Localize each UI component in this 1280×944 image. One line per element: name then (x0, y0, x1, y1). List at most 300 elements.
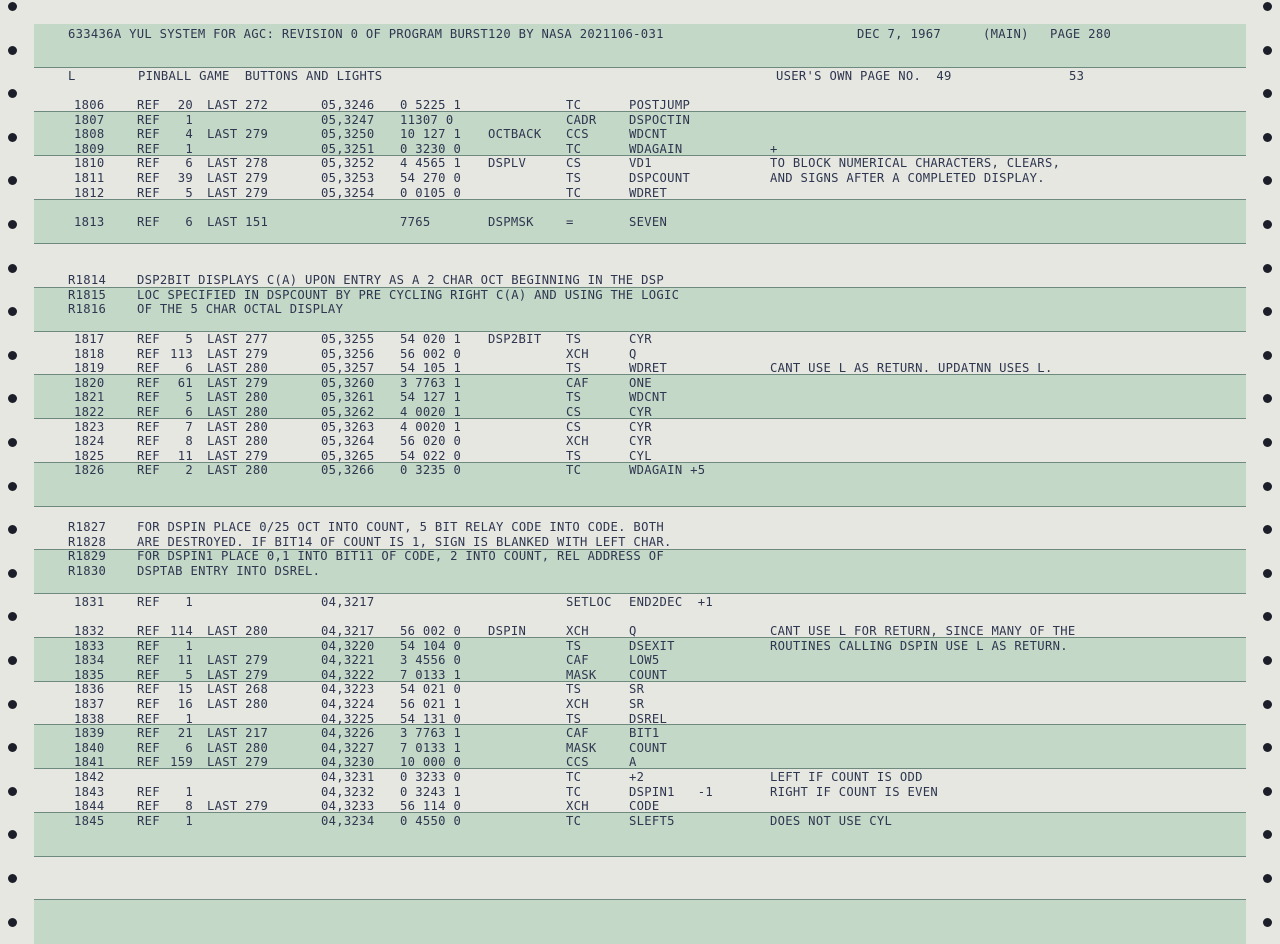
operand: DSEXIT (629, 638, 675, 653)
opcode: TS (566, 711, 582, 726)
object-word: 0 3235 0 (400, 463, 462, 478)
opcode: CAF (566, 726, 589, 741)
sprocket-hole (1263, 525, 1272, 534)
sprocket-hole (8, 438, 17, 447)
line-number: 1823 (74, 419, 105, 434)
object-word: 3 7763 1 (400, 726, 462, 741)
line-number: 1833 (74, 638, 105, 653)
operand: SR (629, 697, 645, 711)
header-date: DEC 7, 1967 (857, 27, 942, 41)
address: 04,3234 (321, 813, 375, 828)
comment: ROUTINES CALLING DSPIN USE L AS RETURN. (770, 638, 1068, 653)
line-number: 1822 (74, 405, 105, 419)
ref-marker: REF (137, 215, 160, 229)
object-word: 7765 (400, 215, 431, 229)
sprocket-hole (1263, 46, 1272, 55)
object-word: 0 0105 0 (400, 185, 462, 200)
rule-line (34, 67, 1246, 68)
sprocket-hole (8, 918, 17, 927)
address: 04,3225 (321, 711, 375, 726)
ref-count: 20 (177, 98, 193, 112)
ref-count: 2 (185, 463, 193, 478)
operand: COUNT (629, 667, 668, 682)
object-word: 54 021 0 (400, 682, 462, 697)
object-word: 7 0133 1 (400, 667, 462, 682)
listing-row (34, 434, 1246, 448)
operand: BIT1 (629, 726, 660, 741)
opcode: XCH (566, 434, 589, 449)
ref-count: 1 (185, 638, 193, 653)
listing-row (34, 215, 1246, 229)
line-number: 1812 (74, 185, 105, 200)
sprocket-hole (8, 612, 17, 621)
listing-row (34, 726, 1246, 740)
comment: LEFT IF COUNT IS ODD (770, 770, 923, 784)
object-word: 4 4565 1 (400, 156, 462, 171)
section-title: PINBALL GAME BUTTONS AND LIGHTS (138, 69, 383, 83)
address: 05,3265 (321, 448, 375, 463)
sprocket-hole (8, 700, 17, 709)
last-ref: LAST 279 (207, 185, 269, 200)
sprocket-hole (8, 874, 17, 883)
address: 04,3227 (321, 740, 375, 755)
ref-marker: REF (137, 799, 160, 814)
line-number: 1843 (74, 784, 105, 799)
ref-marker: REF (137, 682, 160, 697)
listing-row (34, 142, 1246, 156)
last-ref: LAST 278 (207, 156, 269, 171)
operand: CYR (629, 434, 652, 449)
operand: WDCNT (629, 390, 668, 405)
object-word: 56 002 0 (400, 624, 462, 638)
address: 04,3222 (321, 667, 375, 682)
listing-row (34, 697, 1246, 711)
ref-count: 11 (177, 653, 193, 668)
ref-count: 5 (185, 667, 193, 682)
address: 05,3254 (321, 185, 375, 200)
opcode: XCH (566, 697, 589, 711)
address: 05,3253 (321, 171, 375, 185)
line-number: 1831 (74, 595, 105, 609)
listing-row (34, 361, 1246, 375)
label: DSPLV (488, 156, 527, 171)
address: 04,3231 (321, 770, 375, 784)
opcode: TS (566, 390, 582, 405)
operand: WDRET (629, 185, 668, 200)
operand: DSPCOUNT (629, 171, 691, 185)
object-word: 54 131 0 (400, 711, 462, 726)
opcode: CS (566, 419, 582, 434)
sprocket-hole (1263, 176, 1272, 185)
operand: WDAGAIN +5 (629, 463, 706, 478)
object-word: 56 002 0 (400, 346, 462, 361)
operand: A (629, 755, 637, 770)
address: 05,3266 (321, 463, 375, 478)
rule-line (34, 506, 1246, 507)
object-word: 3 4556 0 (400, 653, 462, 668)
listing-row (34, 171, 1246, 185)
opcode: TS (566, 682, 582, 697)
ref-marker: REF (137, 653, 160, 668)
ref-marker: REF (137, 361, 160, 376)
line-number: 1818 (74, 346, 105, 361)
opcode: CS (566, 156, 582, 171)
last-ref: LAST 279 (207, 375, 269, 390)
listing-row (34, 98, 1246, 112)
line-number: 1837 (74, 697, 105, 711)
address: 05,3255 (321, 332, 375, 346)
last-ref: LAST 280 (207, 361, 269, 376)
ref-count: 5 (185, 185, 193, 200)
ref-count: 1 (185, 784, 193, 799)
listing-row (34, 682, 1246, 696)
operand: WDCNT (629, 127, 668, 142)
listing-row (34, 376, 1246, 390)
listing-row (34, 770, 1246, 784)
operand: Q (629, 346, 637, 361)
remark-line-number: R1815 (68, 287, 107, 302)
line-number: 1820 (74, 375, 105, 390)
comment: RIGHT IF COUNT IS EVEN (770, 784, 939, 799)
address: 04,3217 (321, 624, 375, 638)
sprocket-hole (1263, 743, 1272, 752)
line-number: 1836 (74, 682, 105, 697)
last-ref: LAST 280 (207, 463, 269, 478)
operand: DSREL (629, 711, 668, 726)
remark-line-number: R1828 (68, 534, 107, 549)
line-number: 1808 (74, 127, 105, 142)
ref-marker: REF (137, 332, 160, 346)
opcode: MASK (566, 740, 597, 755)
operand: ONE (629, 375, 652, 390)
line-number: 1817 (74, 332, 105, 346)
address: 05,3247 (321, 112, 375, 127)
ref-count: 61 (177, 375, 193, 390)
operand: CYR (629, 332, 652, 346)
sprocket-hole (8, 569, 17, 578)
line-number: 1842 (74, 770, 105, 784)
sprocket-hole (1263, 264, 1272, 273)
operand: END2DEC +1 (629, 595, 714, 609)
sprocket-hole (1263, 612, 1272, 621)
operand: DSPIN1 -1 (629, 784, 714, 799)
ref-marker: REF (137, 185, 160, 200)
remark-text: DSPTAB ENTRY INTO DSREL. (137, 563, 321, 578)
line-number: 1832 (74, 624, 105, 638)
sprocket-hole (8, 482, 17, 491)
object-word: 0 3230 0 (400, 141, 462, 156)
ref-marker: REF (137, 755, 160, 770)
remark-text: OF THE 5 CHAR OCTAL DISPLAY (137, 302, 344, 317)
address: 04,3232 (321, 784, 375, 799)
address: 05,3263 (321, 419, 375, 434)
address: 04,3224 (321, 697, 375, 711)
listing-row (34, 347, 1246, 361)
ref-marker: REF (137, 711, 160, 726)
address: 05,3257 (321, 361, 375, 376)
user-page-number: USER'S OWN PAGE NO. 49 (776, 69, 952, 83)
address: 04,3217 (321, 595, 375, 609)
opcode: XCH (566, 624, 589, 638)
last-ref: LAST 279 (207, 799, 269, 814)
object-word: 54 127 1 (400, 390, 462, 405)
remark-text: DSP2BIT DISPLAYS C(A) UPON ENTRY AS A 2 CHAR OCT BEGINNING IN THE DSP (137, 273, 664, 287)
ref-count: 1 (185, 141, 193, 156)
listing-row (34, 463, 1246, 477)
ref-marker: REF (137, 813, 160, 828)
opcode: TC (566, 98, 582, 112)
opcode: CS (566, 405, 582, 419)
opcode: MASK (566, 667, 597, 682)
sprocket-hole (8, 307, 17, 316)
ref-marker: REF (137, 405, 160, 419)
object-word: 56 021 1 (400, 697, 462, 711)
sprocket-hole (8, 133, 17, 142)
last-ref: LAST 279 (207, 667, 269, 682)
sprocket-hole (8, 89, 17, 98)
object-word: 0 3243 1 (400, 784, 462, 799)
sprocket-hole (8, 830, 17, 839)
sprocket-hole (1263, 351, 1272, 360)
section-number: 53 (1069, 69, 1085, 83)
last-ref: LAST 279 (207, 171, 269, 185)
comment: + (770, 141, 778, 156)
listing-row (34, 799, 1246, 813)
line-number: 1821 (74, 390, 105, 405)
sprocket-hole (8, 525, 17, 534)
operand: Q (629, 624, 637, 638)
ref-marker: REF (137, 726, 160, 741)
ref-count: 159 (170, 755, 193, 770)
ref-marker: REF (137, 740, 160, 755)
opcode: TS (566, 361, 582, 376)
ref-count: 5 (185, 390, 193, 405)
last-ref: LAST 280 (207, 434, 269, 449)
operand: CYR (629, 419, 652, 434)
object-word: 4 0020 1 (400, 419, 462, 434)
listing-row (34, 332, 1246, 346)
opcode: CADR (566, 112, 597, 127)
last-ref: LAST 280 (207, 390, 269, 405)
listing-row (34, 390, 1246, 404)
opcode: CCS (566, 127, 589, 142)
comment: TO BLOCK NUMERICAL CHARACTERS, CLEARS, (770, 156, 1061, 171)
operand: DSPOCTIN (629, 112, 691, 127)
line-number: 1839 (74, 726, 105, 741)
sprocket-hole (1263, 787, 1272, 796)
address: 04,3223 (321, 682, 375, 697)
header-title: 633436A YUL SYSTEM FOR AGC: REVISION 0 OF PROGRAM BURST120 BY NASA 2021106-031 (68, 27, 664, 41)
listing-row (34, 653, 1246, 667)
line-number: 1809 (74, 141, 105, 156)
operand: POSTJUMP (629, 98, 691, 112)
opcode: CAF (566, 653, 589, 668)
comment: AND SIGNS AFTER A COMPLETED DISPLAY. (770, 171, 1045, 185)
sprocket-hole (8, 394, 17, 403)
listing-paper (34, 0, 1246, 944)
object-word: 54 020 1 (400, 332, 462, 346)
sprocket-hole (8, 264, 17, 273)
last-ref: LAST 280 (207, 740, 269, 755)
sprocket-hole (8, 351, 17, 360)
last-ref: LAST 280 (207, 697, 269, 711)
opcode: TC (566, 813, 582, 828)
operand: LOW5 (629, 653, 660, 668)
operand: SEVEN (629, 215, 668, 229)
address: 05,3260 (321, 375, 375, 390)
listing-row (34, 755, 1246, 769)
ref-marker: REF (137, 595, 160, 609)
last-ref: LAST 280 (207, 419, 269, 434)
ref-count: 5 (185, 332, 193, 346)
remark-row (34, 564, 1246, 578)
ref-marker: REF (137, 390, 160, 405)
ref-count: 15 (177, 682, 193, 697)
last-ref: LAST 277 (207, 332, 269, 346)
ref-marker: REF (137, 156, 160, 171)
listing-row (34, 449, 1246, 463)
opcode: = (566, 215, 574, 229)
label: OCTBACK (488, 127, 542, 142)
operand: CYL (629, 448, 652, 463)
sprocket-hole (8, 2, 17, 11)
header-page: PAGE 280 (1050, 27, 1112, 41)
ref-count: 4 (185, 127, 193, 142)
listing-row (34, 405, 1246, 419)
line-number: 1824 (74, 434, 105, 449)
sprocket-hole (1263, 482, 1272, 491)
ref-count: 21 (177, 726, 193, 741)
address: 04,3233 (321, 799, 375, 814)
sprocket-hole (8, 220, 17, 229)
object-word: 0 4550 0 (400, 813, 462, 828)
last-ref: LAST 217 (207, 726, 269, 741)
object-word: 0 3233 0 (400, 770, 462, 784)
remark-row (34, 535, 1246, 549)
ref-count: 114 (170, 624, 193, 638)
ref-marker: REF (137, 346, 160, 361)
label: DSPIN (488, 624, 527, 638)
operand: WDRET (629, 361, 668, 376)
object-word: 54 270 0 (400, 171, 462, 185)
listing-row (34, 668, 1246, 682)
object-word: 0 5225 1 (400, 98, 462, 112)
operand: SR (629, 682, 645, 697)
label: DSPMSK (488, 215, 534, 229)
sprocket-hole (1263, 2, 1272, 11)
opcode: TS (566, 448, 582, 463)
line-number: 1844 (74, 799, 105, 814)
remark-line-number: R1827 (68, 520, 107, 534)
address: 05,3246 (321, 98, 375, 112)
ref-marker: REF (137, 419, 160, 434)
remark-row (34, 549, 1246, 563)
ref-count: 1 (185, 112, 193, 127)
sprocket-hole (1263, 874, 1272, 883)
address: 04,3220 (321, 638, 375, 653)
line-number: 1806 (74, 98, 105, 112)
ref-marker: REF (137, 784, 160, 799)
ref-count: 113 (170, 346, 193, 361)
sprocket-hole (1263, 569, 1272, 578)
opcode: TS (566, 332, 582, 346)
ref-count: 6 (185, 156, 193, 171)
operand: CODE (629, 799, 660, 814)
address: 05,3262 (321, 405, 375, 419)
rule-line (34, 243, 1246, 244)
sprocket-hole (1263, 307, 1272, 316)
line-number: 1819 (74, 361, 105, 376)
line-number: 1838 (74, 711, 105, 726)
ref-marker: REF (137, 127, 160, 142)
line-number: 1845 (74, 813, 105, 828)
listing-row (34, 639, 1246, 653)
address: 04,3230 (321, 755, 375, 770)
ref-count: 39 (177, 171, 193, 185)
last-ref: LAST 268 (207, 682, 269, 697)
ref-marker: REF (137, 448, 160, 463)
operand: CYR (629, 405, 652, 419)
ref-count: 8 (185, 799, 193, 814)
address: 05,3261 (321, 390, 375, 405)
operand: WDAGAIN (629, 141, 683, 156)
ref-count: 16 (177, 697, 193, 711)
ref-count: 8 (185, 434, 193, 449)
sprocket-hole (8, 787, 17, 796)
sprocket-hole (1263, 656, 1272, 665)
operand: SLEFT5 (629, 813, 675, 828)
sprocket-hole (1263, 700, 1272, 709)
line-number: 1840 (74, 740, 105, 755)
rule-line (34, 899, 1246, 900)
header-tag: (MAIN) (983, 27, 1029, 41)
comment: DOES NOT USE CYL (770, 813, 893, 828)
remark-row (34, 273, 1246, 287)
opcode: SETLOC (566, 595, 612, 609)
last-ref: LAST 279 (207, 653, 269, 668)
ref-marker: REF (137, 98, 160, 112)
sprocket-hole (1263, 830, 1272, 839)
object-word: 10 000 0 (400, 755, 462, 770)
object-word: 54 105 1 (400, 361, 462, 376)
listing-row (34, 113, 1246, 127)
listing-row (34, 127, 1246, 141)
opcode: XCH (566, 799, 589, 814)
remark-text: ARE DESTROYED. IF BIT14 OF COUNT IS 1, SIGN IS BLANKED WITH LEFT CHAR. (137, 534, 672, 549)
sprocket-hole (1263, 918, 1272, 927)
sprocket-hole (8, 656, 17, 665)
object-word: 54 104 0 (400, 638, 462, 653)
log-marker: L (68, 69, 76, 83)
remark-text: FOR DSPIN1 PLACE 0,1 INTO BIT11 OF CODE, 2 INTO COUNT, REL ADDRESS OF (137, 549, 664, 564)
line-number: 1811 (74, 171, 105, 185)
ref-marker: REF (137, 171, 160, 185)
ref-count: 6 (185, 405, 193, 419)
last-ref: LAST 151 (207, 215, 269, 229)
rule-line (34, 593, 1246, 594)
green-band (34, 899, 1246, 944)
ref-marker: REF (137, 697, 160, 711)
ref-count: 6 (185, 740, 193, 755)
object-word: 54 022 0 (400, 448, 462, 463)
opcode: CAF (566, 375, 589, 390)
listing-row (34, 785, 1246, 799)
opcode: TC (566, 185, 582, 200)
line-number: 1810 (74, 156, 105, 171)
line-number: 1825 (74, 448, 105, 463)
object-word: 7 0133 1 (400, 740, 462, 755)
listing-row (34, 712, 1246, 726)
